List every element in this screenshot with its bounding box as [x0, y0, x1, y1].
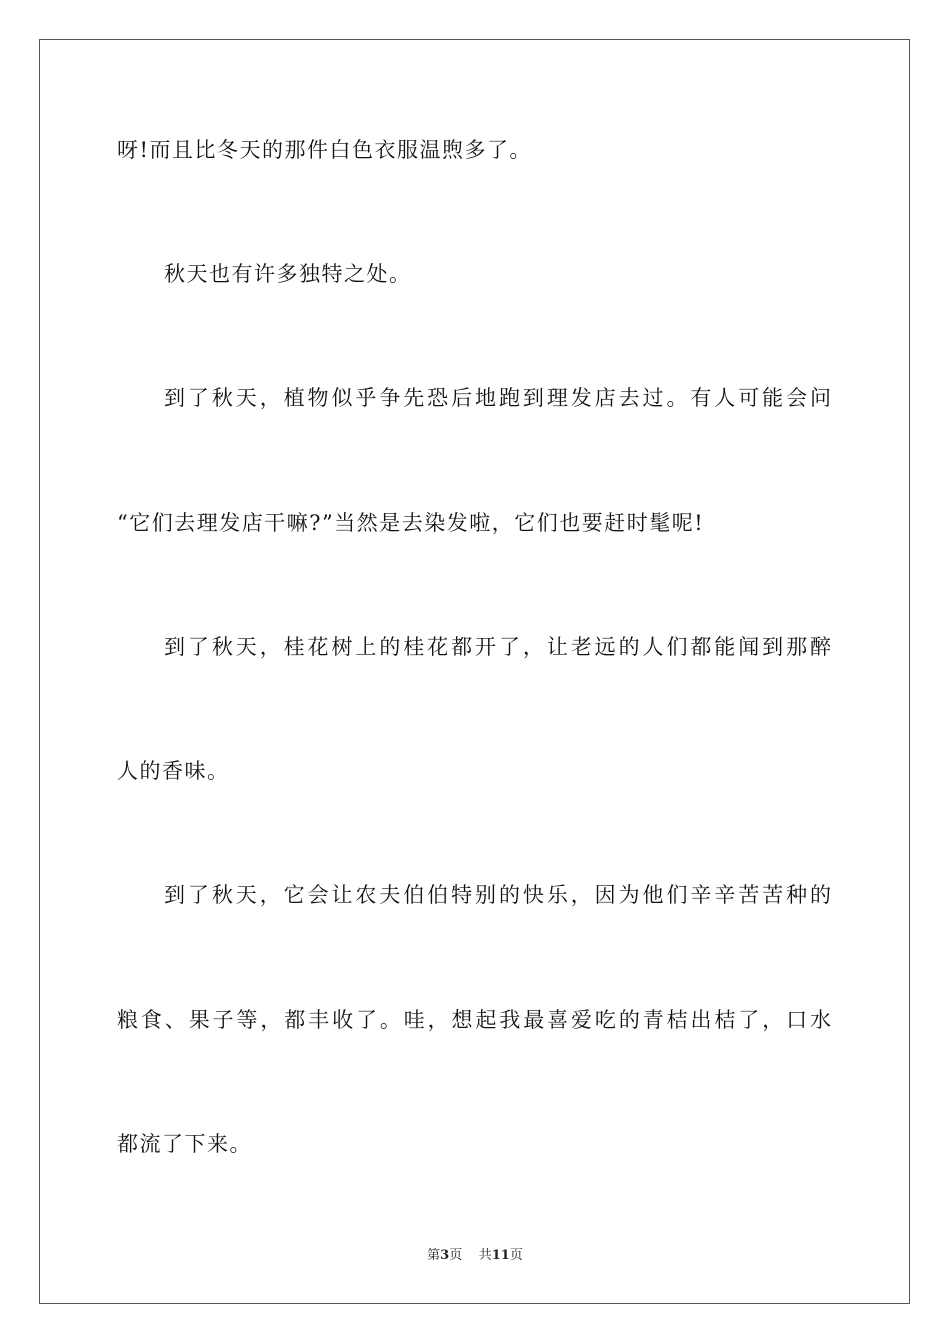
- page-border: [39, 39, 910, 1304]
- text-line-6: 人的香味。: [117, 759, 230, 783]
- footer-total-pages: 11: [491, 1248, 510, 1263]
- footer-page-prefix: 第: [427, 1248, 441, 1263]
- text-line-8: 粮食、果子等，都丰收了。哇，想起我最喜爱吃的青桔出桔了，口水: [117, 1008, 831, 1032]
- text-line-1: 呀!而且比冬天的那件白色衣服温煦多了。: [117, 138, 532, 162]
- text-line-5: 到了秋天，桂花树上的桂花都开了，让老远的人们都能闻到那醉: [164, 635, 831, 659]
- text-line-2: 秋天也有许多独特之处。: [164, 262, 412, 286]
- page-footer: [0, 1247, 950, 1265]
- text-line-7: 到了秋天，它会让农夫伯伯特别的快乐，因为他们辛辛苦苦种的: [164, 883, 831, 907]
- footer-page-suffix: 页: [449, 1248, 463, 1263]
- text-line-4: “它们去理发店干嘛?”当然是去染发啦，它们也要赶时髦呢!: [117, 511, 705, 535]
- footer-total-suffix: 页: [509, 1248, 523, 1263]
- text-line-9: 都流了下来。: [117, 1132, 252, 1156]
- footer-total-prefix: 共: [478, 1248, 492, 1263]
- text-line-3: 到了秋天，植物似乎争先恐后地跑到理发店去过。有人可能会问: [164, 386, 831, 410]
- footer-page-number: 3: [440, 1248, 450, 1263]
